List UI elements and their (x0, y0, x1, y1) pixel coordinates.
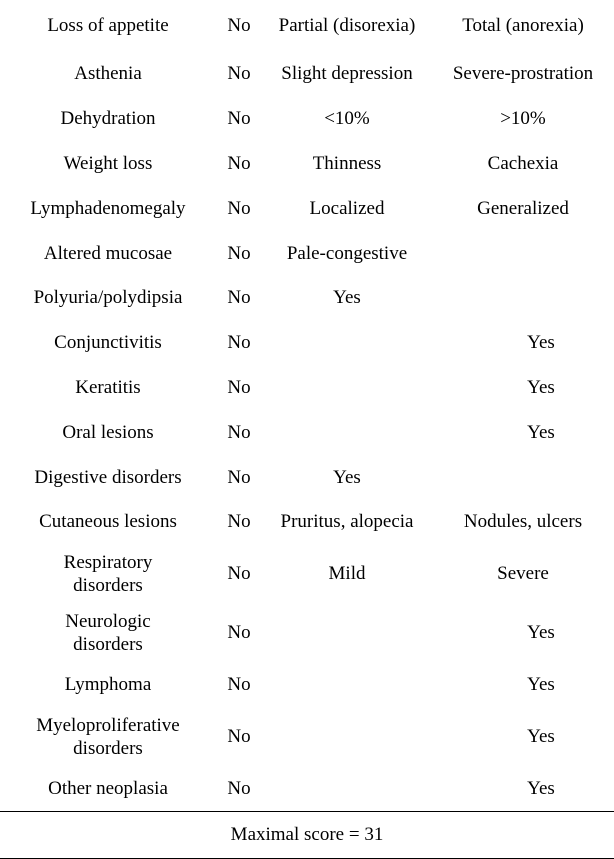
total-cell: Yes (527, 777, 555, 799)
table-row (0, 455, 614, 500)
partial-cell: Pale-congestive (286, 242, 408, 264)
no-cell: No (227, 63, 251, 85)
table-row (0, 97, 614, 142)
no-cell: No (227, 421, 251, 443)
table-row (0, 663, 614, 708)
sign-cell: Loss of appetite (47, 15, 169, 36)
no-cell: No (227, 622, 251, 644)
sign-cell: Cutaneous lesions (39, 511, 177, 533)
partial-cell: Partial (disorexia) (278, 15, 416, 36)
total-cell: Yes (527, 622, 555, 644)
total-cell (432, 276, 614, 321)
no-cell: No (227, 108, 251, 130)
partial-cell: Yes (333, 287, 361, 309)
no-cell: No (227, 152, 251, 174)
partial-cell: Mild (328, 563, 366, 585)
sign-line: disorders (73, 634, 143, 656)
partial-cell: Slight depression (281, 63, 413, 85)
table-row (0, 366, 614, 411)
sign-line: Myeloproliferative (36, 715, 180, 737)
no-cell: No (227, 287, 251, 309)
sign-cell (0, 545, 216, 604)
no-cell: No (227, 466, 251, 488)
no-cell: No (227, 332, 251, 354)
sign-line: Respiratory (63, 552, 153, 574)
table-row (0, 321, 614, 366)
total-cell: Severe-prostration (452, 63, 594, 85)
table-footer-row (0, 812, 614, 859)
partial-cell (262, 604, 432, 663)
partial-cell (262, 767, 432, 812)
total-cell: Yes (527, 674, 555, 696)
total-cell (432, 455, 614, 500)
table-row (0, 708, 614, 767)
sign-line: disorders (73, 575, 143, 597)
partial-cell (262, 410, 432, 455)
no-cell: No (227, 674, 251, 696)
table-row (0, 500, 614, 545)
table-row (0, 545, 614, 604)
total-cell: Generalized (477, 197, 569, 219)
partial-cell (262, 321, 432, 366)
maximal-score-note: Maximal score = 31 (0, 812, 614, 859)
total-cell: Yes (527, 421, 555, 443)
sign-line: disorders (73, 738, 143, 760)
total-cell: Yes (527, 332, 555, 354)
no-cell: No (227, 197, 251, 219)
partial-cell (262, 366, 432, 411)
no-cell: No (227, 726, 251, 748)
sign-cell: Altered mucosae (43, 242, 173, 264)
table-row (0, 142, 614, 187)
sign-cell: Oral lesions (62, 421, 154, 443)
sign-cell: Digestive disorders (34, 466, 182, 488)
partial-cell: Localized (309, 197, 385, 219)
table-row (0, 52, 614, 97)
table-row (0, 231, 614, 276)
total-cell: Total (anorexia) (462, 15, 584, 36)
partial-cell: <10% (324, 108, 370, 130)
no-cell: No (227, 563, 251, 585)
no-cell: No (227, 242, 251, 264)
no-cell: No (227, 777, 251, 799)
partial-cell: Yes (333, 466, 361, 488)
total-cell: Severe (497, 563, 549, 585)
table-row (0, 767, 614, 812)
total-cell: Yes (527, 376, 555, 398)
sign-cell: Conjunctivitis (54, 332, 162, 354)
sign-cell: Lymphadenomegaly (30, 197, 186, 219)
table-row (0, 410, 614, 455)
sign-cell: Keratitis (75, 376, 141, 398)
table-row (0, 604, 614, 663)
partial-cell (262, 663, 432, 708)
total-cell: Yes (527, 726, 555, 748)
total-cell (432, 231, 614, 276)
sign-line: Neurologic (65, 611, 151, 633)
sign-cell: Lymphoma (64, 674, 152, 696)
table-row (0, 276, 614, 321)
sign-cell (0, 604, 216, 663)
sign-cell: Weight loss (63, 152, 153, 174)
no-cell: No (227, 376, 251, 398)
table-row (0, 186, 614, 231)
sign-cell: Asthenia (74, 63, 142, 85)
partial-cell (262, 708, 432, 767)
sign-cell: Other neoplasia (48, 777, 168, 799)
total-cell: >10% (500, 108, 546, 130)
no-cell: No (227, 511, 251, 533)
no-cell: No (227, 15, 251, 36)
sign-cell: Polyuria/polydipsia (33, 287, 183, 309)
partial-cell: Thinness (312, 152, 382, 174)
sign-cell: Dehydration (60, 108, 156, 130)
table-row (0, 0, 614, 52)
total-cell: Cachexia (487, 152, 559, 174)
total-cell: Nodules, ulcers (463, 511, 583, 533)
partial-cell: Pruritus, alopecia (280, 511, 414, 533)
sign-cell (0, 708, 216, 767)
